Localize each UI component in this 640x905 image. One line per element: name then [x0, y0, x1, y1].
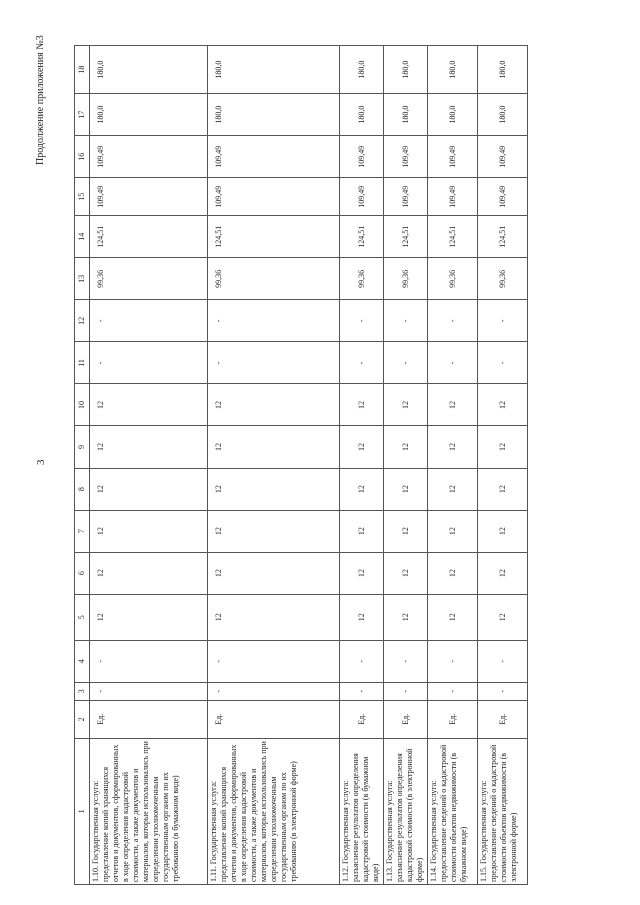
value-cell: 12 [90, 510, 208, 552]
value-cell: 12 [90, 552, 208, 594]
value-cell: 12 [428, 468, 478, 510]
value-cell: 12 [384, 510, 428, 552]
table-row [428, 46, 478, 885]
value-cell: 12 [90, 384, 208, 426]
value-cell: - [208, 640, 340, 682]
value-cell: 180,0 [340, 46, 384, 94]
value-cell: 109,49 [384, 178, 428, 216]
value-cell: 12 [428, 384, 478, 426]
value-cell: 12 [90, 594, 208, 640]
value-cell: Ед. [478, 700, 528, 738]
value-cell: 180,0 [384, 94, 428, 136]
value-cell: 124,51 [478, 216, 528, 258]
value-cell: Ед. [340, 700, 384, 738]
value-cell: 12 [208, 468, 340, 510]
value-cell: 12 [384, 468, 428, 510]
value-cell: - [428, 300, 478, 342]
column-number: 1 [75, 738, 90, 884]
value-cell: - [90, 342, 208, 384]
value-cell: 124,51 [90, 216, 208, 258]
column-number: 12 [75, 300, 90, 342]
value-cell: - [90, 640, 208, 682]
value-cell: 99,36 [340, 258, 384, 300]
value-cell: 124,51 [340, 216, 384, 258]
value-cell: 109,49 [428, 178, 478, 216]
value-cell: 180,0 [90, 46, 208, 94]
value-cell: - [428, 342, 478, 384]
value-cell: 109,49 [340, 178, 384, 216]
column-number: 9 [75, 426, 90, 468]
value-cell: 12 [478, 426, 528, 468]
value-cell: 12 [340, 384, 384, 426]
value-cell: 12 [428, 426, 478, 468]
service-name-cell: 1.10. Государственная услуга: представление копий хранящихся отчетов и документов, сформированных в ходе определения кадастровой стоимости, а также документов и материалов, которые использовались при определении уполномоченным государственным органом по их требованию (в бумажном виде) [90, 738, 208, 884]
value-cell: Ед. [208, 700, 340, 738]
value-cell: 180,0 [428, 94, 478, 136]
service-name-cell: 1.13. Государственная услуга: разъяснение результатов определения кадастровой стоимости (в электронной форме) [384, 738, 428, 884]
value-cell: 109,49 [90, 178, 208, 216]
value-cell: 12 [478, 510, 528, 552]
value-cell: - [340, 682, 384, 700]
value-cell: 12 [208, 594, 340, 640]
table-row [384, 46, 428, 885]
value-cell: 12 [208, 384, 340, 426]
value-cell: 109,49 [428, 136, 478, 178]
column-number: 3 [75, 682, 90, 700]
value-cell: - [340, 640, 384, 682]
value-cell: 12 [384, 384, 428, 426]
value-cell: 124,51 [428, 216, 478, 258]
value-cell: - [340, 300, 384, 342]
column-number: 11 [75, 342, 90, 384]
value-cell: - [384, 682, 428, 700]
value-cell: - [208, 300, 340, 342]
value-cell: - [384, 640, 428, 682]
value-cell: 109,49 [208, 178, 340, 216]
column-number: 10 [75, 384, 90, 426]
value-cell: 180,0 [340, 94, 384, 136]
column-number: 5 [75, 594, 90, 640]
value-cell: 12 [340, 426, 384, 468]
table-row [208, 46, 340, 885]
value-cell: 12 [384, 594, 428, 640]
value-cell: - [428, 640, 478, 682]
value-cell: 124,51 [208, 216, 340, 258]
value-cell: Ед. [428, 700, 478, 738]
value-cell: 99,36 [478, 258, 528, 300]
value-cell: - [340, 342, 384, 384]
column-number-row [75, 46, 90, 885]
value-cell: 12 [428, 510, 478, 552]
value-cell: - [208, 342, 340, 384]
column-number: 6 [75, 552, 90, 594]
value-cell: 109,49 [384, 136, 428, 178]
value-cell: - [478, 682, 528, 700]
value-cell: 12 [340, 594, 384, 640]
value-cell: - [384, 342, 428, 384]
value-cell: - [90, 300, 208, 342]
value-cell: 12 [90, 426, 208, 468]
value-cell: 99,36 [428, 258, 478, 300]
column-number: 17 [75, 94, 90, 136]
value-cell: 180,0 [208, 94, 340, 136]
page-number: 3 [35, 459, 47, 465]
value-cell: 12 [384, 426, 428, 468]
value-cell: Ед. [90, 700, 208, 738]
value-cell: 12 [478, 594, 528, 640]
value-cell: - [478, 640, 528, 682]
value-cell: - [428, 682, 478, 700]
value-cell: 12 [428, 552, 478, 594]
value-cell: 12 [384, 552, 428, 594]
value-cell: 12 [90, 468, 208, 510]
value-cell: 180,0 [90, 94, 208, 136]
value-cell: 109,49 [478, 136, 528, 178]
value-cell: 12 [340, 552, 384, 594]
column-number: 15 [75, 178, 90, 216]
column-number: 14 [75, 216, 90, 258]
table-row [90, 46, 208, 885]
value-cell: 180,0 [428, 46, 478, 94]
column-number: 18 [75, 46, 90, 94]
service-name-cell: 1.14. Государственная услуга: предоставление сведений о кадастровой стоимости объектов недвижимости (в бумажном виде) [428, 738, 478, 884]
table-row [340, 46, 384, 885]
value-cell: 124,51 [384, 216, 428, 258]
value-cell: - [90, 682, 208, 700]
value-cell: 180,0 [478, 46, 528, 94]
appendix-caption: Продолжение приложения №3 [35, 35, 46, 165]
value-cell: 12 [340, 468, 384, 510]
value-cell: - [384, 300, 428, 342]
value-cell: 12 [428, 594, 478, 640]
value-cell: - [478, 342, 528, 384]
column-number: 16 [75, 136, 90, 178]
service-name-cell: 1.12. Государственная услуга: разъяснение результатов определения кадастровой стоимости (в бумажном виде) [340, 738, 384, 884]
service-name-cell: 1.11. Государственная услуга: представление копий хранящихся отчетов и документов, сформированных в ходе определения кадастровой стоимости, а также документов и материалов, которые использовались при определении уполномоченным государственным органом по их требованию (в электронной форме) [208, 738, 340, 884]
value-cell: - [478, 300, 528, 342]
service-name-cell: 1.15. Государственная услуга: предоставление сведений о кадастровой стоимости объектов недвижимости (в электронной форме) [478, 738, 528, 884]
value-cell: 109,49 [478, 178, 528, 216]
column-number: 4 [75, 640, 90, 682]
column-number: 8 [75, 468, 90, 510]
value-cell: 109,49 [90, 136, 208, 178]
value-cell: 12 [208, 426, 340, 468]
value-cell: 180,0 [478, 94, 528, 136]
value-cell: 109,49 [208, 136, 340, 178]
value-cell: 99,36 [208, 258, 340, 300]
value-cell: 12 [340, 510, 384, 552]
table-row [478, 46, 528, 885]
value-cell: 12 [208, 510, 340, 552]
value-cell: 99,36 [384, 258, 428, 300]
column-number: 7 [75, 510, 90, 552]
value-cell: 12 [478, 552, 528, 594]
column-number: 2 [75, 700, 90, 738]
tariff-table [74, 45, 528, 885]
value-cell: - [208, 682, 340, 700]
value-cell: 12 [478, 384, 528, 426]
value-cell: 109,49 [340, 136, 384, 178]
value-cell: Ед. [384, 700, 428, 738]
value-cell: 180,0 [208, 46, 340, 94]
column-number: 13 [75, 258, 90, 300]
value-cell: 12 [478, 468, 528, 510]
value-cell: 99,36 [90, 258, 208, 300]
value-cell: 12 [208, 552, 340, 594]
value-cell: 180,0 [384, 46, 428, 94]
